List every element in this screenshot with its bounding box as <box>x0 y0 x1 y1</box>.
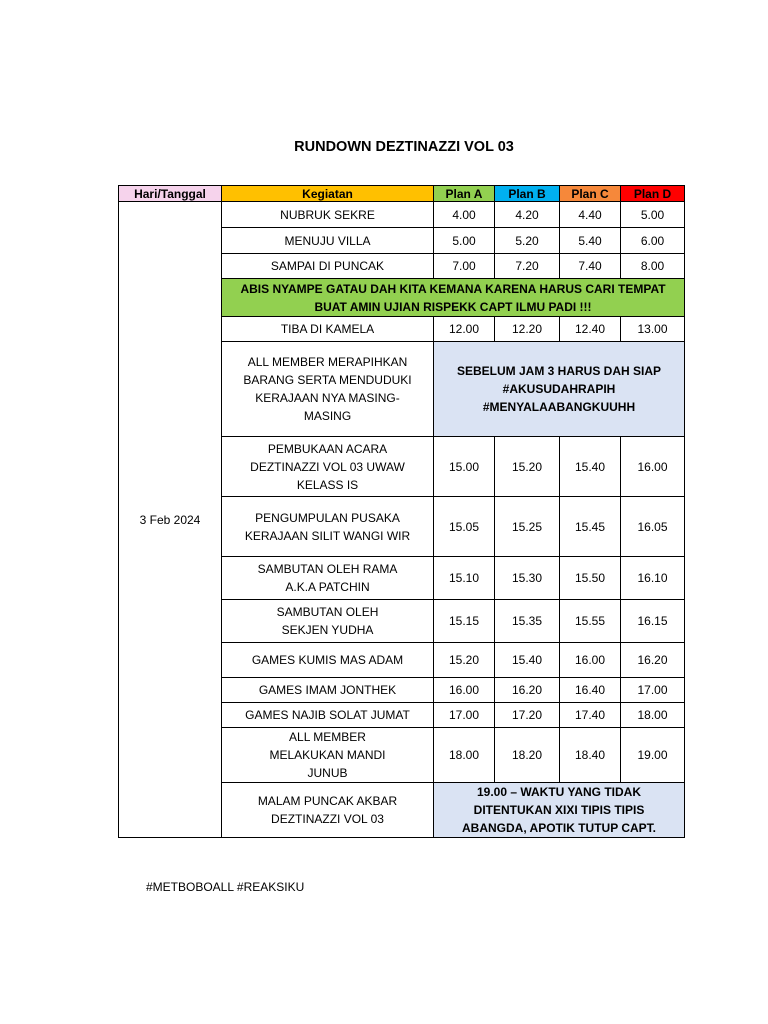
note-cell: SEBELUM JAM 3 HARUS DAH SIAP #AKUSUDAHRAPIH #MENYALAABANGKUUHH <box>434 342 685 437</box>
plan-b-cell: 15.35 <box>495 600 560 643</box>
plan-b-cell: 15.40 <box>495 643 560 678</box>
activity-cell: GAMES IMAM JONTHEK <box>222 678 434 703</box>
plan-c-cell: 15.50 <box>560 557 621 600</box>
plan-d-cell: 5.00 <box>621 202 685 228</box>
plan-c-cell: 18.40 <box>560 728 621 783</box>
plan-a-cell: 18.00 <box>434 728 495 783</box>
hashtags: #METBOBOALL #REAKSIKU <box>146 880 305 894</box>
plan-d-cell: 6.00 <box>621 228 685 254</box>
document-title: RUNDOWN DEZTINAZZI VOL 03 <box>294 139 514 155</box>
plan-c-cell: 12.40 <box>560 317 621 342</box>
plan-a-cell: 17.00 <box>434 703 495 728</box>
plan-d-cell: 16.05 <box>621 497 685 557</box>
plan-b-cell: 5.20 <box>495 228 560 254</box>
plan-a-cell: 5.00 <box>434 228 495 254</box>
plan-a-cell: 12.00 <box>434 317 495 342</box>
table-header-row <box>119 186 685 202</box>
plan-d-cell: 13.00 <box>621 317 685 342</box>
activity-cell: ALL MEMBER MERAPIHKAN BARANG SERTA MENDUDUKI KERAJAAN NYA MASING-MASING <box>222 342 434 437</box>
plan-a-cell: 15.20 <box>434 643 495 678</box>
plan-c-cell: 16.40 <box>560 678 621 703</box>
date-cell: 3 Feb 2024 <box>119 202 222 838</box>
plan-d-cell: 19.00 <box>621 728 685 783</box>
plan-d-cell: 18.00 <box>621 703 685 728</box>
plan-b-cell: 15.30 <box>495 557 560 600</box>
activity-cell: TIBA DI KAMELA <box>222 317 434 342</box>
activity-cell: MENUJU VILLA <box>222 228 434 254</box>
header-activity: Kegiatan <box>222 186 434 202</box>
plan-d-cell: 16.10 <box>621 557 685 600</box>
table-row <box>119 202 685 228</box>
plan-d-cell: 17.00 <box>621 678 685 703</box>
plan-c-cell: 4.40 <box>560 202 621 228</box>
plan-c-cell: 17.40 <box>560 703 621 728</box>
plan-d-cell: 16.00 <box>621 437 685 497</box>
header-day: Hari/Tanggal <box>119 186 222 202</box>
header-plan-d: Plan D <box>621 186 685 202</box>
plan-b-cell: 12.20 <box>495 317 560 342</box>
plan-b-cell: 18.20 <box>495 728 560 783</box>
plan-c-cell: 15.40 <box>560 437 621 497</box>
rundown-table <box>118 185 685 838</box>
plan-b-cell: 15.25 <box>495 497 560 557</box>
activity-cell: SAMBUTAN OLEH RAMA A.K.A PATCHIN <box>222 557 434 600</box>
plan-c-cell: 16.00 <box>560 643 621 678</box>
activity-cell: SAMPAI DI PUNCAK <box>222 254 434 279</box>
plan-b-cell: 16.20 <box>495 678 560 703</box>
activity-cell: SAMBUTAN OLEH SEKJEN YUDHA <box>222 600 434 643</box>
plan-d-cell: 16.20 <box>621 643 685 678</box>
plan-c-cell: 15.45 <box>560 497 621 557</box>
note-cell: ABIS NYAMPE GATAU DAH KITA KEMANA KARENA HARUS CARI TEMPAT BUAT AMIN UJIAN RISPEKK CAPT ILMU PADI !!! <box>222 279 685 317</box>
plan-c-cell: 7.40 <box>560 254 621 279</box>
plan-c-cell: 15.55 <box>560 600 621 643</box>
plan-b-cell: 4.20 <box>495 202 560 228</box>
plan-a-cell: 16.00 <box>434 678 495 703</box>
plan-b-cell: 15.20 <box>495 437 560 497</box>
activity-cell: MALAM PUNCAK AKBAR DEZTINAZZI VOL 03 <box>222 783 434 838</box>
activity-cell: NUBRUK SEKRE <box>222 202 434 228</box>
activity-cell: ALL MEMBER MELAKUKAN MANDI JUNUB <box>222 728 434 783</box>
plan-d-cell: 8.00 <box>621 254 685 279</box>
header-plan-b: Plan B <box>495 186 560 202</box>
header-plan-a: Plan A <box>434 186 495 202</box>
plan-b-cell: 17.20 <box>495 703 560 728</box>
header-plan-c: Plan C <box>560 186 621 202</box>
activity-cell: PEMBUKAAN ACARA DEZTINAZZI VOL 03 UWAW KELASS IS <box>222 437 434 497</box>
plan-a-cell: 4.00 <box>434 202 495 228</box>
plan-a-cell: 15.00 <box>434 437 495 497</box>
plan-c-cell: 5.40 <box>560 228 621 254</box>
plan-a-cell: 15.15 <box>434 600 495 643</box>
plan-d-cell: 16.15 <box>621 600 685 643</box>
plan-a-cell: 15.10 <box>434 557 495 600</box>
activity-cell: GAMES NAJIB SOLAT JUMAT <box>222 703 434 728</box>
activity-cell: PENGUMPULAN PUSAKA KERAJAAN SILIT WANGI WIR <box>222 497 434 557</box>
plan-b-cell: 7.20 <box>495 254 560 279</box>
activity-cell: GAMES KUMIS MAS ADAM <box>222 643 434 678</box>
plan-a-cell: 15.05 <box>434 497 495 557</box>
plan-a-cell: 7.00 <box>434 254 495 279</box>
note-cell: 19.00 – WAKTU YANG TIDAK DITENTUKAN XIXI TIPIS TIPIS ABANGDA, APOTIK TUTUP CAPT. <box>434 783 685 838</box>
